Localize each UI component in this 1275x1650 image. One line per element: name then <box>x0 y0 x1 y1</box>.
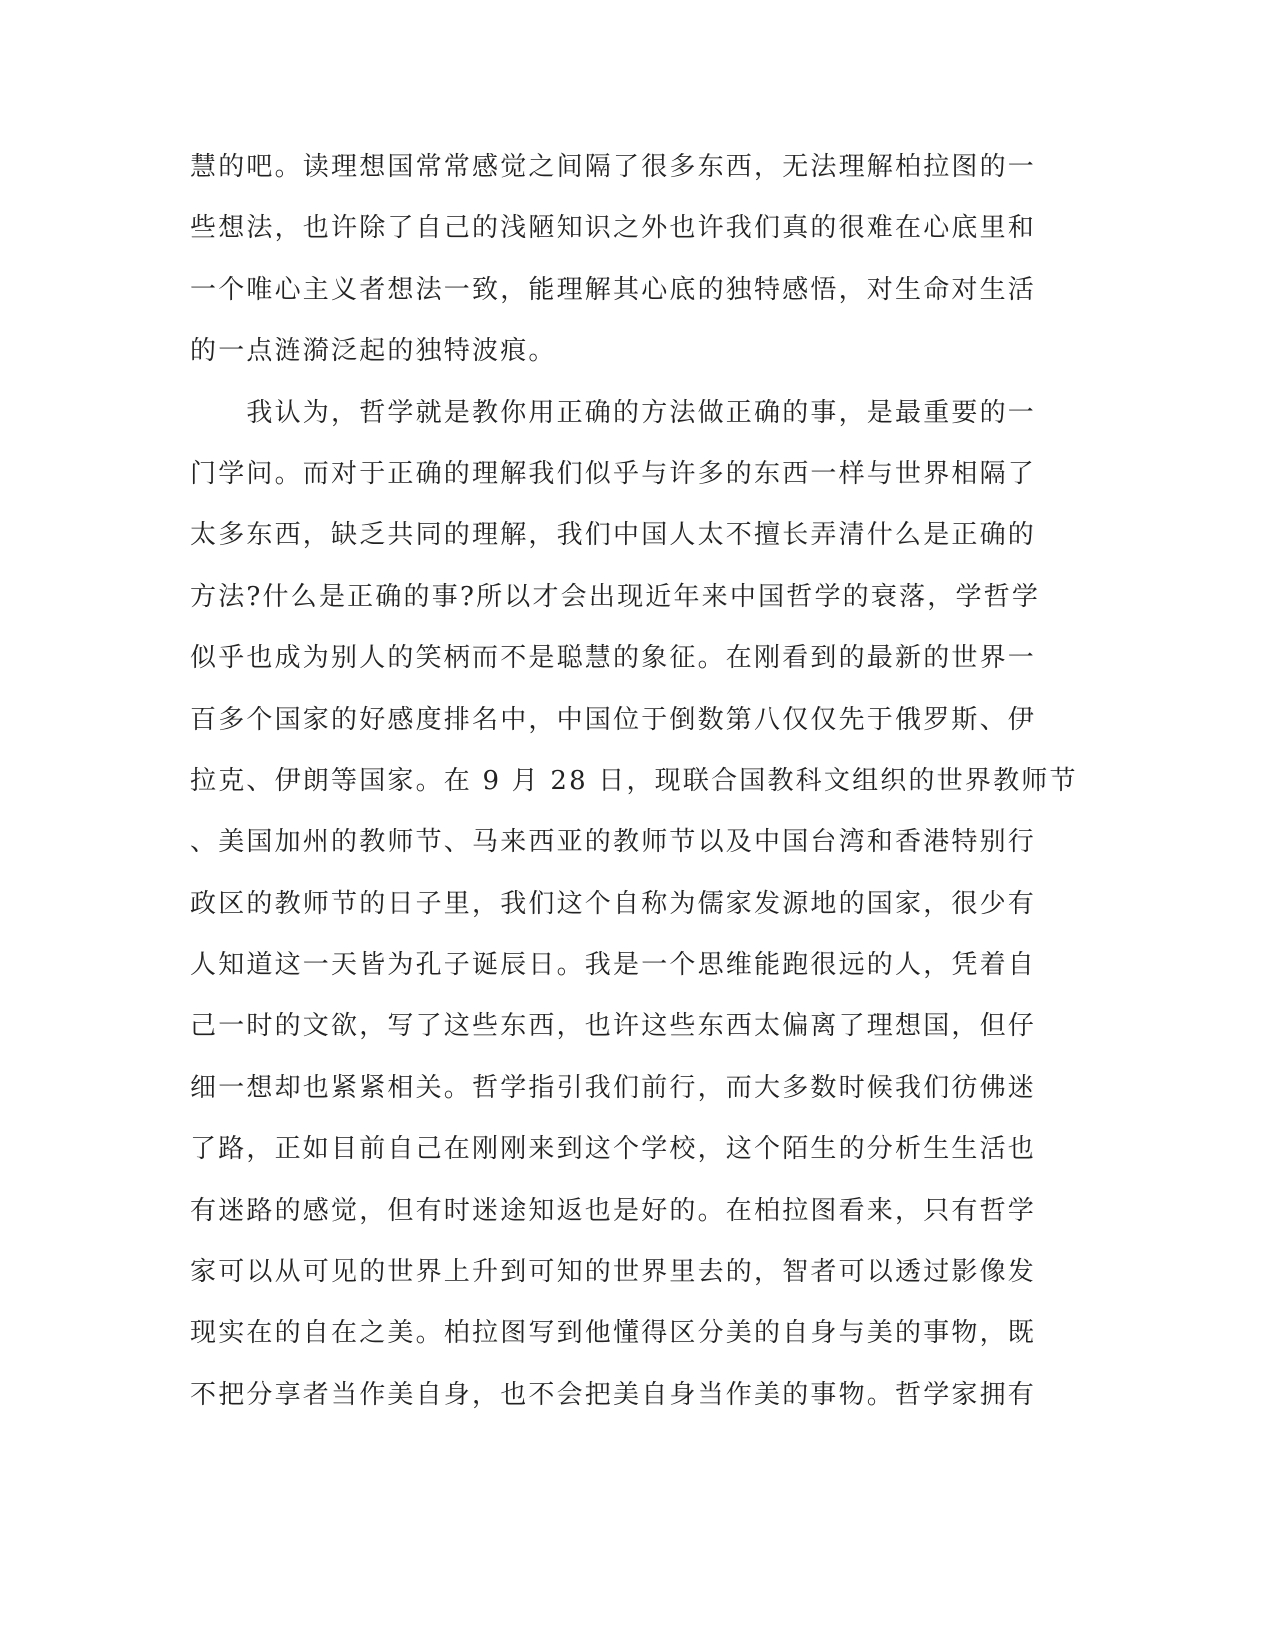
text-line: 不把分享者当作美自身，也不会把美自身当作美的事物。哲学家拥有 <box>190 1379 1037 1410</box>
text-line: 似乎也成为别人的笑柄而不是聪慧的象征。在刚看到的最新的世界一 <box>190 643 1037 674</box>
text-line: 慧的吧。读理想国常常感觉之间隔了很多东西，无法理解柏拉图的一 <box>190 152 1037 182</box>
text-line: 己一时的文欲，写了这些东西，也许这些东西太偏离了理想国，但仔 <box>190 1011 1037 1042</box>
text-line: 百多个国家的好感度排名中，中国位于倒数第八仅仅先于俄罗斯、伊 <box>190 704 1037 735</box>
text-line: 细一想却也紧紧相关。哲学指引我们前行，而大多数时候我们彷佛迷 <box>190 1072 1037 1103</box>
text-line: 现实在的自在之美。柏拉图写到他懂得区分美的自身与美的事物，既 <box>190 1318 1037 1349</box>
text-line: 政区的教师节的日子里，我们这个自称为儒家发源地的国家，很少有 <box>190 888 1037 919</box>
paragraph-start-line: 我认为，哲学就是教你用正确的方法做正确的事，是最重要的一 <box>190 397 1037 428</box>
text-line: 太多东西，缺乏共同的理解，我们中国人太不擅长弄清什么是正确的 <box>190 520 1037 551</box>
text-line: 拉克、伊朗等国家。在 9 月 28 日，现联合国教科文组织的世界教师节 <box>190 765 1078 796</box>
text-line: 的一点涟漪泛起的独特波痕。 <box>190 336 557 367</box>
text-line: 有迷路的感觉，但有时迷途知返也是好的。在柏拉图看来，只有哲学 <box>190 1195 1037 1226</box>
text-line: 些想法，也许除了自己的浅陋知识之外也许我们真的很难在心底里和 <box>190 213 1037 244</box>
body-text <box>190 137 1090 1426</box>
text-line: 了路，正如目前自己在刚刚来到这个学校，这个陌生的分析生生活也 <box>190 1134 1037 1165</box>
text-line: 、美国加州的教师节、马来西亚的教师节以及中国台湾和香港特别行 <box>190 827 1037 858</box>
text-line: 一个唯心主义者想法一致，能理解其心底的独特感悟，对生命对生活 <box>190 274 1037 305</box>
text-line: 门学问。而对于正确的理解我们似乎与许多的东西一样与世界相隔了 <box>190 458 1037 489</box>
text-line: 方法?什么是正确的事?所以才会出现近年来中国哲学的衰落，学哲学 <box>190 581 1041 612</box>
text-line: 家可以从可见的世界上升到可知的世界里去的，智者可以透过影像发 <box>190 1257 1037 1288</box>
text-line: 人知道这一天皆为孔子诞辰日。我是一个思维能跑很远的人，凭着自 <box>190 950 1037 981</box>
